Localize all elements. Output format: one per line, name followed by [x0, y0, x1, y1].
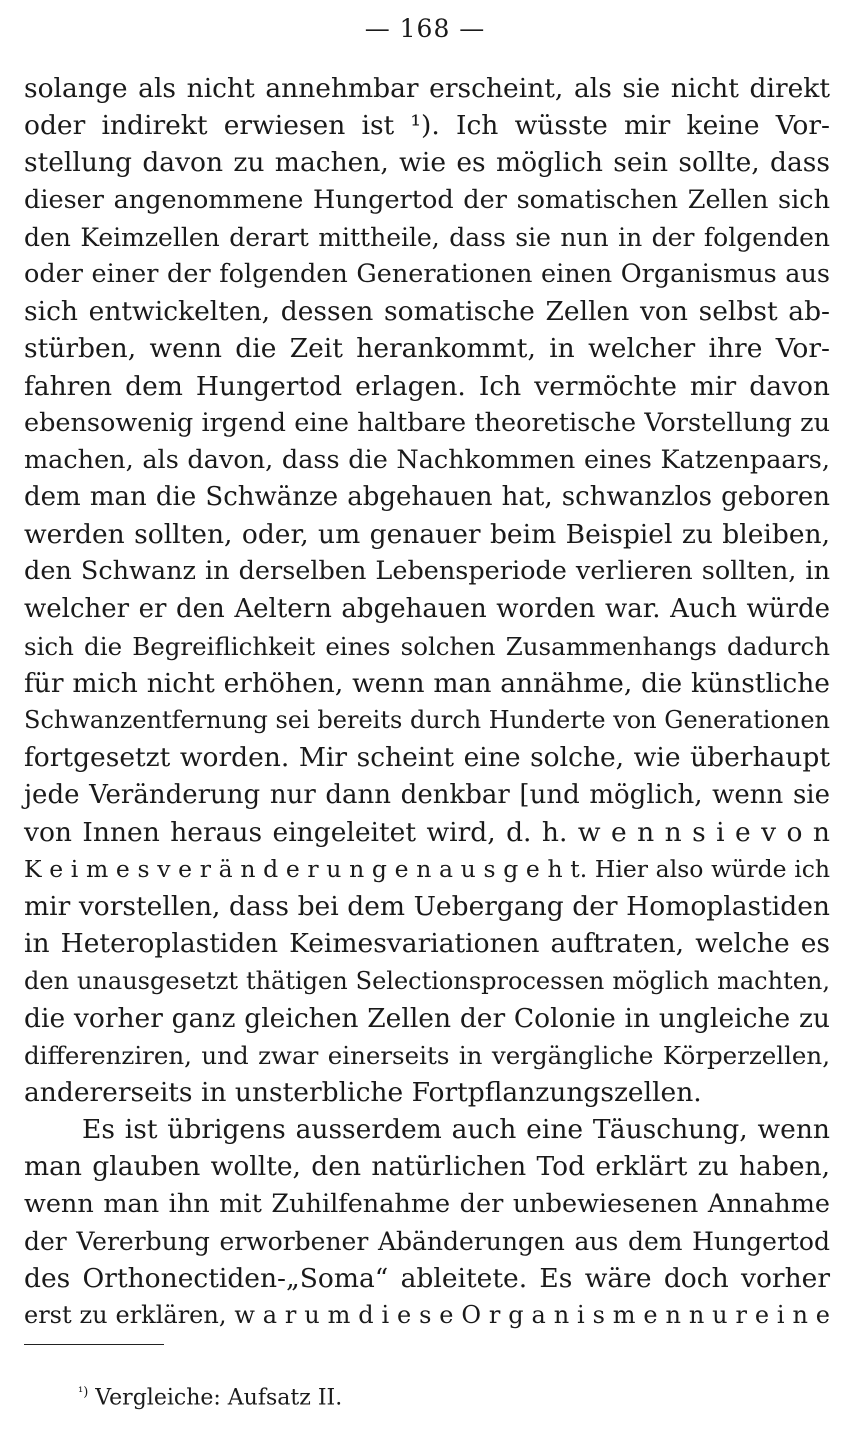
footnote-divider [24, 1344, 164, 1345]
text-line: den Keimzellen derart mittheile, dass sie nun in der folgenden [24, 222, 830, 252]
text-line: differenziren, und zwar einerseits in vergängliche Körperzellen, [24, 1040, 830, 1070]
text-line: K e i m e s v e r ä n d e r u n g e n a u s g e h t. Hier also würde ich [24, 854, 830, 883]
text-line: mir vorstellen, dass bei dem Uebergang der Homoplastiden [24, 891, 830, 923]
text-line: erst zu erklären, w a r u m d i e s e O r g a n i s m e n n u r e i n e [24, 1301, 830, 1330]
text-line: dem man die Schwänze abgehauen hat, schwanzlos geboren [24, 482, 830, 513]
text-line: den unausgesetzt thätigen Selectionsprocessen möglich machten, [24, 966, 830, 995]
footnote-text: Vergleiche: Aufsatz II. [95, 1385, 343, 1411]
text-line: solange als nicht annehmbar erscheint, als sie nicht direkt [24, 73, 830, 104]
text-line: stellung davon zu machen, wie es möglich sein sollte, dass [24, 147, 830, 179]
text-line: des Orthonectiden-„Soma“ ableitete. Es wäre doch vorher [24, 1263, 830, 1294]
text-line: für mich nicht erhöhen, wenn man annähme, die künstliche [24, 668, 830, 699]
text-line: in Heteroplastiden Keimesvariationen auftraten, welche es [24, 928, 830, 960]
text-line: die vorher ganz gleichen Zellen der Colonie in ungleiche zu [24, 1002, 830, 1034]
text-line: jede Veränderung nur dann denkbar [und möglich, wenn sie [24, 779, 830, 810]
text-line: der Vererbung erworbener Abänderungen aus dem Hungertod [24, 1226, 830, 1256]
text-line: Es ist übrigens ausserdem auch eine Täuschung, wenn [82, 1114, 830, 1146]
text-line: von Innen heraus eingeleitet wird, d. h. w e n n s i e v o n [24, 816, 830, 848]
text-line: fortgesetzt worden. Mir scheint eine solche, wie überhaupt [24, 742, 830, 774]
text-line: ebensowenig irgend eine haltbare theoretische Vorstellung zu [24, 407, 830, 438]
body-text [24, 70, 830, 1334]
text-line: sich entwickelten, dessen somatische Zellen von selbst ab- [24, 296, 830, 328]
page-number: — 168 — [364, 14, 486, 43]
text-line: machen, als davon, dass die Nachkommen eines Katzenpaars, [24, 444, 830, 475]
text-line: stürben, wenn die Zeit herankommt, in welcher ihre Vor- [24, 333, 830, 365]
text-line: sich die Begreiflichkeit eines solchen Zusammenhangs dadurch [24, 631, 830, 661]
text-line: oder indirekt erwiesen ist ¹). Ich wüsste mir keine Vor- [24, 110, 830, 142]
text-line: dieser angenommene Hungertod der somatischen Zellen sich [24, 184, 830, 215]
text-line: Schwanzentfernung sei bereits durch Hunderte von Generationen [24, 706, 830, 735]
text-line: wenn man ihn mit Zuhilfenahme der unbewiesenen Annahme [24, 1188, 830, 1219]
footnote [78, 1378, 342, 1413]
text-line: werden sollten, oder, um genauer beim Beispiel zu bleiben, [24, 519, 830, 551]
text-line: fahren dem Hungertod erlagen. Ich vermöchte mir davon [24, 370, 830, 402]
text-line: welcher er den Aeltern abgehauen worden war. Auch würde [24, 593, 830, 624]
text-line: den Schwanz in derselben Lebensperiode verlieren sollten, in [24, 556, 830, 587]
text-line: andererseits in unsterbliche Fortpflanzungszellen. [24, 1077, 702, 1109]
text-line: man glauben wollte, den natürlichen Tod erklärt zu haben, [24, 1151, 830, 1183]
footnote-marker: ¹) [78, 1385, 89, 1400]
text-line: oder einer der folgenden Generationen einen Organismus aus [24, 258, 830, 289]
